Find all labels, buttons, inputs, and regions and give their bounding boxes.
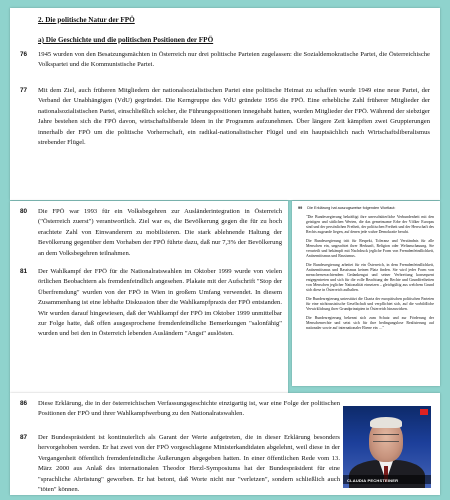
paragraph-number: 81 (20, 268, 28, 275)
side-note-heading-text: Die Erklärung hat auszugsweise folgenden Wortlaut: (307, 206, 396, 210)
paragraph (10, 207, 282, 259)
tv-caption: CLAUDIA PECHSTEINER (347, 478, 399, 483)
paragraph-number: 76 (20, 51, 28, 58)
tv-screenshot-image (343, 406, 431, 488)
side-note-paragraph: Die Bundesregierung bekennt sich zum Schutz und zur Förderung der Menschenrechte und setzt sich für ihre bedingungslose Realisierung auf nationaler sowie auf internationaler Ebene ein …" (306, 316, 434, 330)
paragraph-text: Diese Erklärung, die in der österreichischen Verfassungsgeschichte einzigartig ist, war eine Folge der politischen Positionen der FPÖ und ihrer Wahlkampfwerbung zu den Nationalratswahlen. (38, 400, 340, 418)
side-note-paragraph: Die Bundesregierung tritt für Respekt, Toleranz und Verständnis für alle Menschen ein, ungeachtet ihrer Herkunft, Religion oder Weltanschauung. Sie verurteilt und bekämpft mit Nachdruck jegliche Form von Fremdenfeindlichkeit, Antisemitismus und Rassismus. (306, 239, 434, 258)
person-hair (370, 417, 402, 428)
paragraph (10, 399, 340, 420)
paragraph-number: 86 (20, 400, 28, 407)
document-page-top (10, 8, 440, 200)
paragraph-text: Die FPÖ war 1993 für ein Volksbegehren zur Ausländerintegration in Österreich ("Österreich zuerst") verantwortlich. Ziel war es, die Bevölkerung gegen die für zu hoch erachtete Zahl von Einwanderern zu mobilisieren. Die stark ablehnende Haltung der Bevölkerung gegenüber dem Vorhaben der FPÖ führte dazu, daß nur 7,3% der Bevölkerung an dem Volksbegehren teilnahmen. (38, 208, 282, 257)
side-note-number: 99 (298, 206, 303, 210)
paragraph-text: Der Wahlkampf der FPÖ für die Nationalratswahlen im Oktober 1999 wurde von vielen örtlichen Beobachtern als fremdenfeindlich angesehen. Plakate mit der Aufschrift "Stop der Überfremdung" wurden von der FPÖ in Wien in großem Umfang verwendet. In diesem Zusammenhang ist eine lebhafte Diskussion über die Wahlkampfpraxis der FPÖ entstanden. Wir wurden darauf hingewiesen, daß der Wahlkampf der FPÖ im Oktober 1999 unmittelbar zur Folge hatte, daß offen ausgesprochene fremdenfeindliche Bemerkungen "salonfähig" wurden und bei den in Österreich lebenden Ausländern "Angst" auslösten. (38, 268, 282, 338)
paragraph (10, 86, 430, 148)
paragraph-number: 77 (20, 87, 28, 94)
paragraph-text: Der Bundespräsident ist kontinuierlich als Garant der Werte aufgetreten, die in dieser Erklärung besonders hervorgehoben werden. Er hat zwei von der FPÖ vorgeschlagene Ministerkandidaten abgelehnt, weil diese in der Vergangenheit öffentlich fremdenfeindliche Äußerungen abgegeben hatten. In einer öffentlichen Rede vom 13. März 2000 aus Anlaß des internationalen Theodor Herzl-Symposiums hat der Bundespräsident für eine "sprachliche Abrüstung" geworben. Er hat betont, daß Worte nicht nur "verletzen", sondern schließlich auch "töten" können. (38, 434, 340, 494)
paragraph (10, 267, 282, 340)
side-note-body (306, 215, 434, 335)
paragraph-text: 1945 wurden von den Besatzungsmächten in Österreich nur drei politische Parteien zugelassen: die Sozialdemokratische Partei, die Österreichische Volkspartei und die Kommunistische Partei. (38, 51, 430, 69)
glasses-icon (373, 434, 399, 442)
side-note-page (292, 201, 440, 386)
paragraph-text: Mit dem Ziel, auch früheren Mitgliedern der nationalsozialistischen Partei eine politische Heimat zu schaffen wurde 1949 eine neue Partei, der Verband der Unabhängigen (VdU) gegründet. Die Kerngruppe des VdU gründete 1956 die FPÖ. Eine erhebliche Zahl früherer Mitglieder der nationalsozialistischen Partei, einschließlich solcher, die Führungspositionen innegehabt hatten, wurden Mitglieder der FPÖ. Während der siebziger Jahre bestehen sich die FPÖ davon, wirtschaftsliberale Ideen in ihr Programm aufzunehmen. Über längere Zeit kämpften zwei Gruppierungen innerhalb der FPÖ um die politische Vorherrschaft, ein radikal-nationalistischer Flügel und ein hauptsächlich nach Wirtschaftsliberalismus strebender Flügel. (38, 87, 430, 147)
subsection-title: a) Die Geschichte und die politischen Positionen der FPÖ (38, 36, 214, 44)
paragraph-number: 80 (20, 208, 28, 215)
section-title: 2. Die politische Natur der FPÖ (38, 16, 135, 24)
document-page-middle (10, 201, 288, 393)
side-note-heading (298, 206, 434, 211)
paragraph (10, 50, 430, 71)
paragraph-number: 87 (20, 434, 28, 441)
side-note-paragraph: Die Bundesregierung unterstützt die Charta der europäischen politischen Parteien für eine nichtrassistische Gesellschaft und verpflichtet sich, auf die vorbildliche Verwirklichung ihrer Grundprinzipien in Österreich hinzuwirken. (306, 297, 434, 311)
paragraph (10, 433, 340, 495)
station-logo-icon (420, 409, 428, 415)
side-note-paragraph: "Die Bundesregierung bekräftigt ihre unerschütterliche Verbundenheit mit den geistigen und sittlichen Werten, die das gemeinsame Erbe der Völker Europas sind und der persönlichen Freiheit, der politischen Freiheit und der Herrschaft des Rechts zugrunde liegen, auf denen jede wahre Demokratie beruht. (306, 215, 434, 234)
side-note-paragraph: Die Bundesregierung arbeitet für ein Österreich, in dem Fremdenfeindlichkeit, Antisemitismus und Rassismus keinen Platz finden. Sie wird jeder Form von menschenverachtendem Gedankengut und seiner Verbreitung konsequent entgegentreten und sich für die volle Beachtung der Rechte und Grundfreiheiten von Menschen jeglicher Nationalität einsetzen – gleichgültig aus welchem Grund sich diese in Österreich aufhalten. (306, 263, 434, 292)
